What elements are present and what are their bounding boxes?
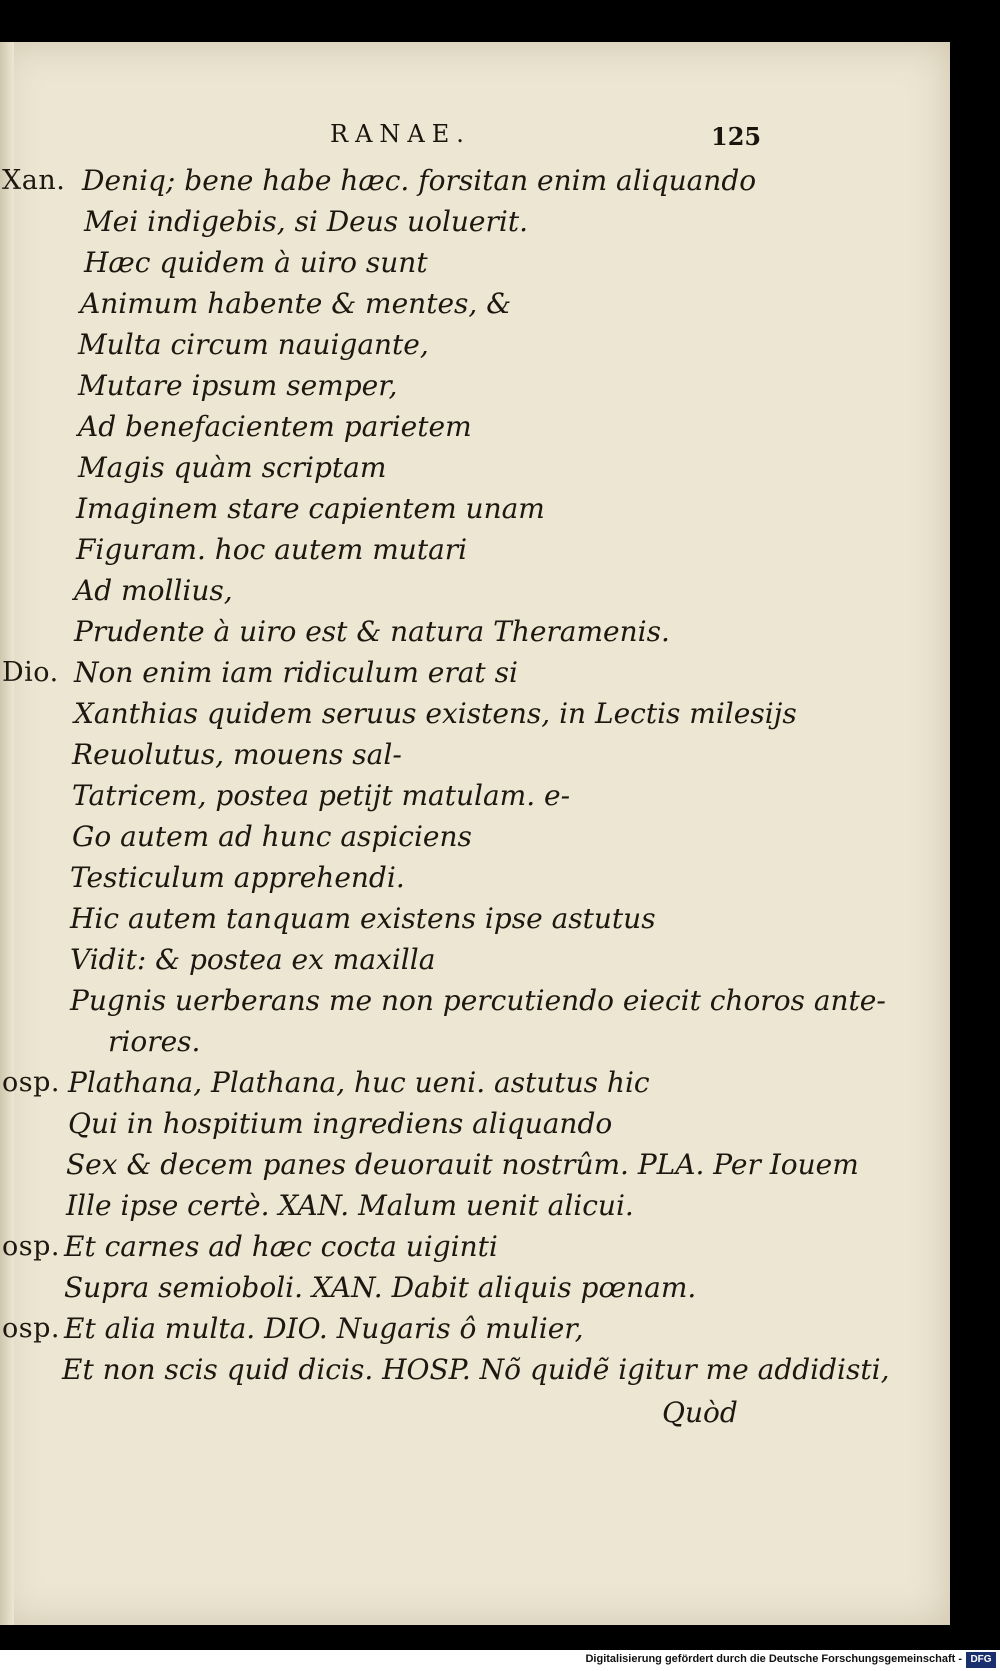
verse-line bbox=[0, 1185, 950, 1226]
verse-text: Mutare ipsum semper, bbox=[78, 369, 398, 402]
verse-text: Hic autem tanquam existens ipse astutus bbox=[70, 902, 656, 935]
verse-text: Magis quàm scriptam bbox=[78, 451, 387, 484]
verse-line bbox=[0, 1021, 950, 1062]
speaker-label: osp. bbox=[2, 1231, 60, 1262]
speaker-label: Xan. bbox=[2, 165, 66, 196]
verse-text: Hæc quidem à uiro sunt bbox=[84, 246, 428, 279]
page-number: 125 bbox=[711, 122, 762, 151]
verse-line bbox=[0, 734, 950, 775]
running-title: RANAE. bbox=[330, 120, 471, 148]
speaker-label: osp. bbox=[2, 1313, 60, 1344]
verse-text: Non enim iam ridiculum erat si bbox=[74, 656, 518, 689]
verse-line bbox=[0, 898, 950, 939]
verse-line bbox=[0, 406, 950, 447]
verse-line bbox=[0, 1144, 950, 1185]
verse-line bbox=[0, 1267, 950, 1308]
verse-text: riores. bbox=[108, 1025, 201, 1058]
verse-line bbox=[0, 529, 950, 570]
speaker-label: osp. bbox=[2, 1067, 60, 1098]
verse-line bbox=[0, 365, 950, 406]
verse-text: Deniq; bene habe hæc. forsitan enim aliquando bbox=[82, 164, 757, 197]
verse-line bbox=[0, 160, 950, 201]
verse-line bbox=[0, 816, 950, 857]
verse-text: Mei indigebis, si Deus uoluerit. bbox=[84, 205, 528, 238]
verse-line bbox=[0, 488, 950, 529]
verse-line bbox=[0, 1062, 950, 1103]
verse-text: Plathana, Plathana, huc ueni. astutus hic bbox=[68, 1066, 650, 1099]
verse-line bbox=[0, 447, 950, 488]
page-header bbox=[0, 120, 950, 160]
verse-text: Tatricem, postea petijt matulam. e- bbox=[72, 779, 571, 812]
verse-line bbox=[0, 611, 950, 652]
verse-text: Reuolutus, mouens sal- bbox=[72, 738, 402, 771]
verse-text: Imaginem stare capientem unam bbox=[76, 492, 545, 525]
verse-line bbox=[0, 775, 950, 816]
verse-text: Ille ipse certè. XAN. Malum uenit alicui. bbox=[66, 1189, 634, 1222]
verse-text: Animum habente & mentes, & bbox=[80, 287, 512, 320]
verse-text: Qui in hospitium ingrediens aliquando bbox=[68, 1107, 613, 1140]
verse-text: Multa circum nauigante, bbox=[78, 328, 429, 361]
verse-line bbox=[0, 1226, 950, 1267]
verse-line bbox=[0, 201, 950, 242]
funding-credit: Digitalisierung gefördert durch die Deutsche Forschungsgemeinschaft - bbox=[585, 1653, 962, 1665]
verse-line bbox=[0, 283, 950, 324]
verse-text: Vidit: & postea ex maxilla bbox=[70, 943, 436, 976]
verse-text: Et alia multa. DIO. Nugaris ô mulier, bbox=[64, 1312, 584, 1345]
verse-text: Ad mollius, bbox=[74, 574, 233, 607]
dfg-logo: DFG bbox=[966, 1652, 996, 1668]
catchword: Quòd bbox=[662, 1396, 738, 1429]
verse-text: Sex & decem panes deuorauit nostrûm. PLA. Per Iouem bbox=[66, 1148, 859, 1181]
verse-line bbox=[0, 939, 950, 980]
verse-line bbox=[0, 980, 950, 1021]
verse-text: Prudente à uiro est & natura Theramenis. bbox=[74, 615, 670, 648]
verse-line bbox=[0, 1103, 950, 1144]
verse-text: Testiculum apprehendi. bbox=[70, 861, 405, 894]
verse-text: Et carnes ad hæc cocta uiginti bbox=[64, 1230, 498, 1263]
verse-line bbox=[0, 857, 950, 898]
text-block bbox=[0, 160, 950, 1390]
verse-text: Supra semioboli. XAN. Dabit aliquis pœnam. bbox=[64, 1271, 697, 1304]
verse-text: Go autem ad hunc aspiciens bbox=[72, 820, 472, 853]
verse-line bbox=[0, 1308, 950, 1349]
verse-text: Ad benefacientem parietem bbox=[78, 410, 472, 443]
verse-line bbox=[0, 693, 950, 734]
digitization-footer bbox=[0, 1650, 1000, 1671]
verse-line bbox=[0, 324, 950, 365]
verse-line bbox=[0, 570, 950, 611]
verse-line bbox=[0, 652, 950, 693]
verse-text: Et non scis quid dicis. HOSP. Nõ quidẽ igitur me addidisti, bbox=[62, 1353, 890, 1386]
verse-text: Xanthias quidem seruus existens, in Lectis milesijs bbox=[74, 697, 797, 730]
verse-text: Figuram. hoc autem mutari bbox=[76, 533, 468, 566]
verse-line bbox=[0, 242, 950, 283]
speaker-label: Dio. bbox=[2, 657, 59, 688]
verse-line bbox=[0, 1349, 950, 1390]
verse-text: Pugnis uerberans me non percutiendo eiecit choros ante- bbox=[70, 984, 886, 1017]
